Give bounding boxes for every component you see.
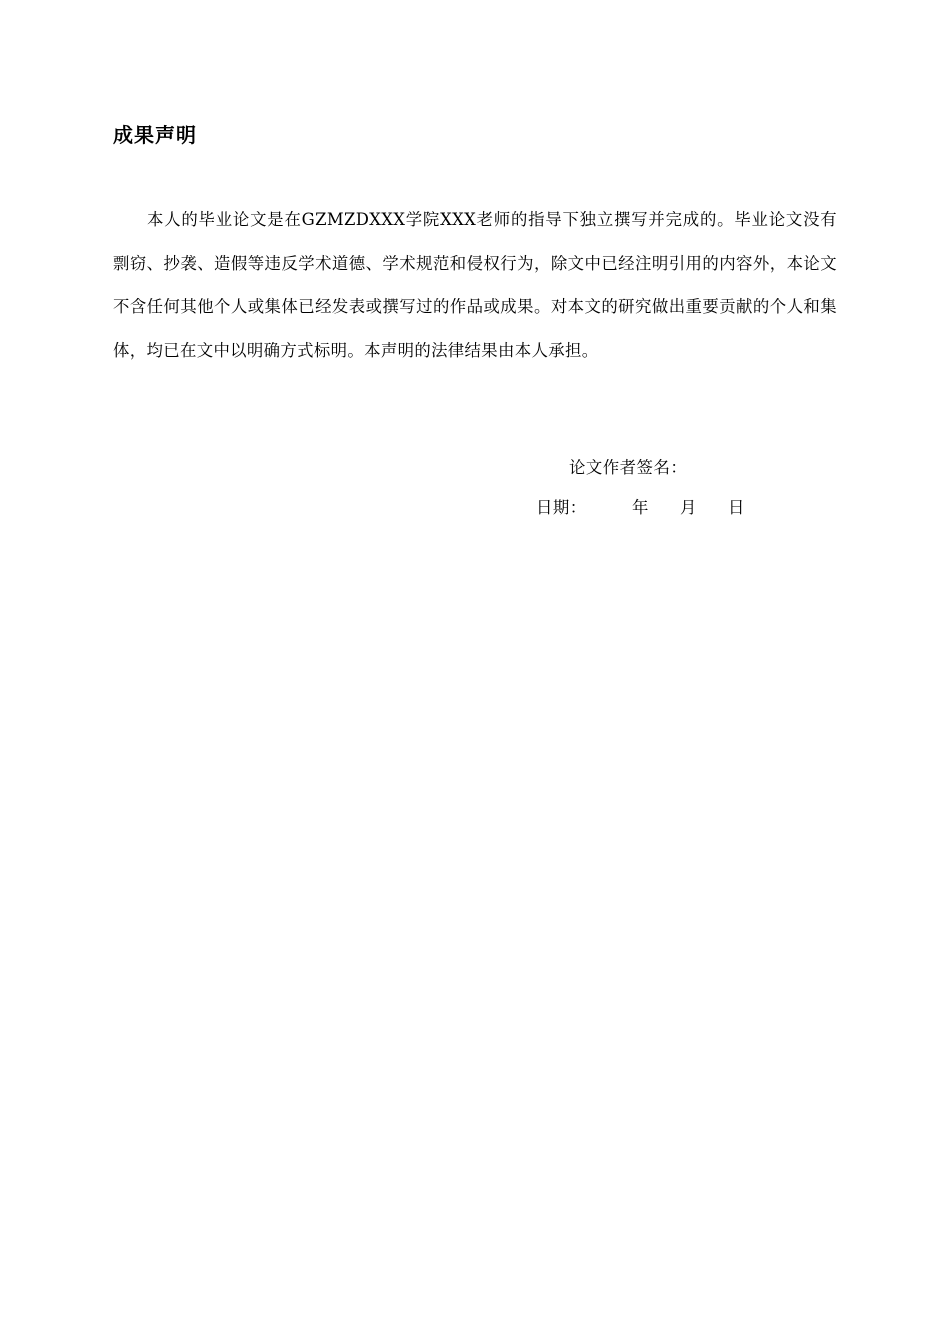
date-year-label: 年: [632, 498, 649, 517]
date-day-label: 日: [728, 498, 745, 517]
date-month-label: 月: [680, 498, 697, 517]
declaration-title: 成果声明: [113, 123, 197, 147]
declaration-body: 本人的毕业论文是在GZMZDXXX学院XXX老师的指导下独立撰写并完成的。毕业论文没有剽窃、抄袭、造假等违反学术道德、学术规范和侵权行为，除文中已经注明引用的内容外，本论文不含任何其他个人或集体已经发表或撰写过的作品或成果。对本文的研究做出重要贡献的个人和集体，均已在文中以明确方式标明。本声明的法律结果由本人承担。: [113, 210, 837, 360]
date-label: 日期：: [536, 498, 587, 517]
author-signature-label: 论文作者签名：: [569, 458, 688, 477]
